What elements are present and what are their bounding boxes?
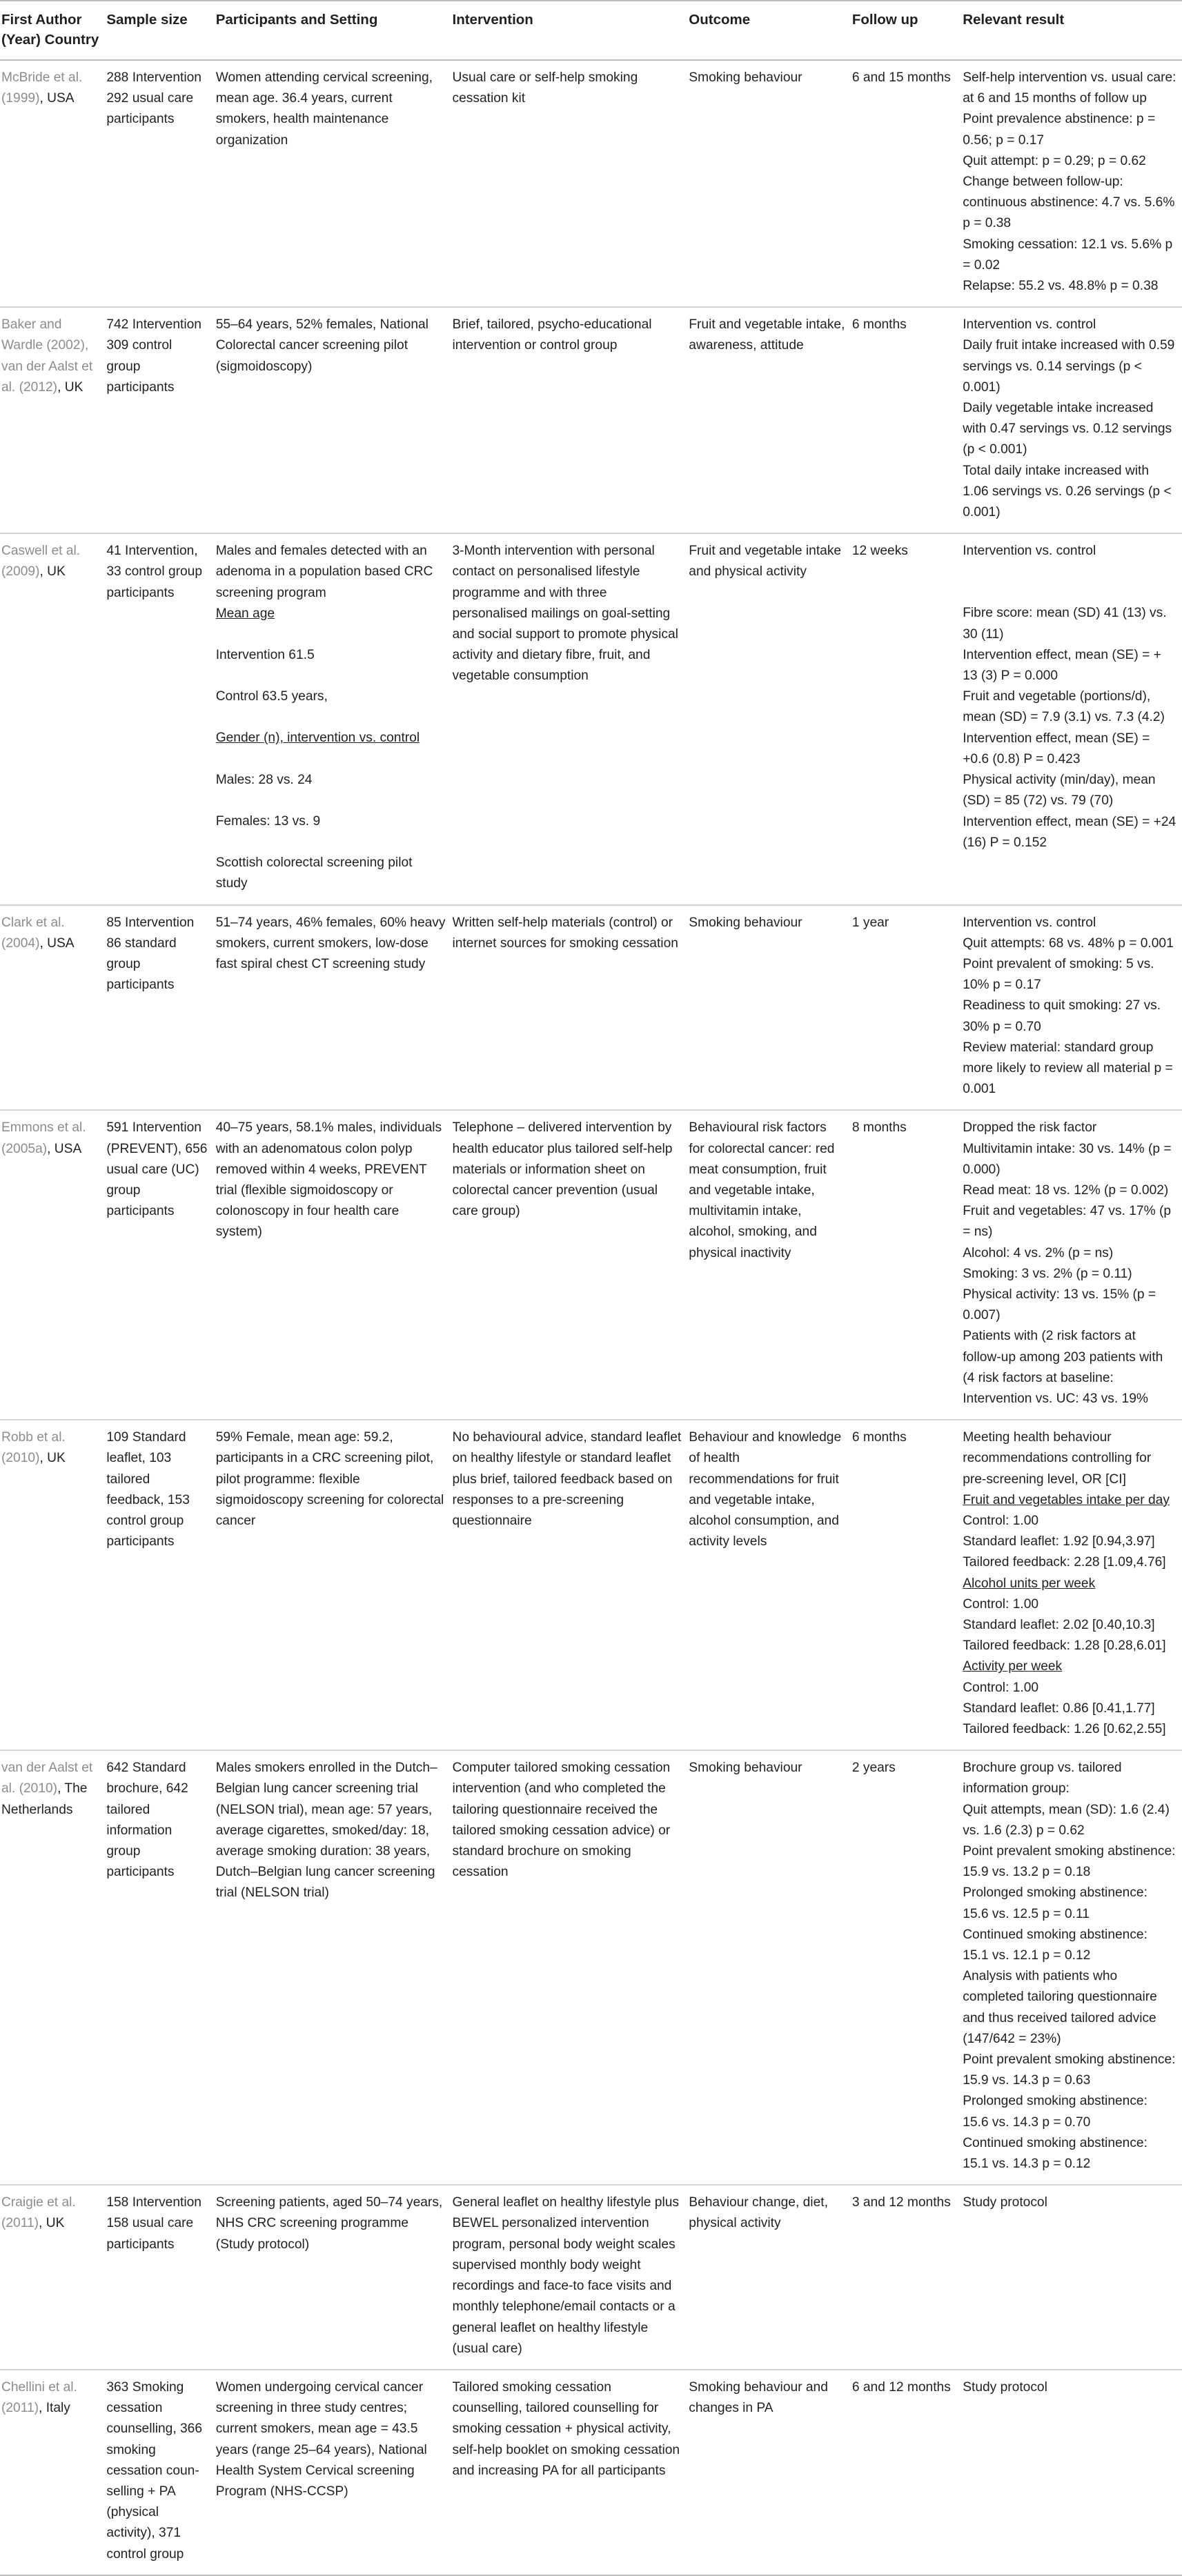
result-line: Brochure group vs. tailored information group: [963,1761,1122,1796]
result-line: Fruit and vegetables: 47 vs. 17% (p = ns) [963,1204,1172,1240]
author-citation: Chellini et al. (2011) [1,2379,77,2416]
sample-size-cell: 288 Intervention 292 usual care participants [105,60,214,307]
intervention-cell: 3-Month intervention with personal contact on personalised lifestyle programme and with three personalised mailings on goal-setting and social support to promote physical activity and dietary fibre, fruit, and vegetable consumption [451,533,688,904]
participants-cell [215,905,451,1111]
participants-line: Gender (n), intervention vs. control [215,731,420,746]
follow-up-cell: 3 and 12 months [851,2185,961,2370]
author-country-cell [0,2185,105,2370]
result-line: Control: 1.00 [963,1680,1039,1695]
sample-size-cell: 742 Intervention 309 control group participants [105,307,214,533]
table-row [0,1750,1182,2185]
outcome-cell: Fruit and vegetable intake and physical activity [687,533,851,904]
table-row [0,533,1182,904]
table-header [0,1,1182,60]
table-row [0,905,1182,1111]
participants-line: 40–75 years, 58.1% males, individuals with an adenomatous colon polyp removed within 4 weeks, PREVENT trial (flexible sigmoidoscopy or colonoscopy in four health care system) [215,1120,442,1240]
author-citation: van der Aalst et al. (2010) [1,1761,93,1796]
result-line: Control: 1.00 [963,1513,1039,1528]
result-line: Standard leaflet: 1.92 [0.94,3.97] [963,1534,1155,1549]
follow-up-cell: 12 weeks [851,533,961,904]
header-follow-up: Follow up [851,1,961,60]
result-line: Point prevalence abstinence: p = 0.56; p = 0.17 [963,112,1156,148]
result-line: Point prevalent of smoking: 5 vs. 10% p = 0.17 [963,956,1154,993]
result-line: Standard leaflet: 0.86 [0.41,1.77] [963,1701,1155,1716]
participants-line: 51–74 years, 46% females, 60% heavy smokers, current smokers, low-dose fast spiral chest CT screening study [215,915,446,971]
intervention-cell: Usual care or self-help smoking cessation kit [451,60,688,307]
spacer [963,582,1176,603]
intervention-cell: No behavioural advice, standard leaflet on healthy lifestyle or standard leaflet plus brief, tailored feedback based on responses to a pre-screening questionnaire [451,1420,688,1750]
result-line: Tailored feedback: 1.26 [0.62,2.55] [963,1722,1166,1737]
relevant-result-cell [961,1110,1182,1420]
spacer [216,749,446,770]
participants-line: Mean age [215,606,275,621]
sample-size-cell: 642 Standard brochure, 642 tailored information group participants [105,1750,214,2185]
country-text: , USA [39,91,75,106]
result-line: Quit attempt: p = 0.29; p = 0.62 [963,153,1146,168]
author-citation: Robb et al. (2010) [1,1430,66,1466]
result-line: Continued smoking abstinence: 15.1 vs. 12.1 p = 0.12 [963,1927,1147,1963]
participants-line: Control 63.5 years, [215,689,328,704]
country-text: , USA [39,935,75,951]
outcome-cell: Behaviour and knowledge of health recommendations for fruit and vegetable intake, alcohol consumption, and activity levels [687,1420,851,1750]
header-participants: Participants and Setting [215,1,451,60]
result-line: Multivitamin intake: 30 vs. 14% (p = 0.000) [963,1141,1172,1177]
result-line: Prolonged smoking abstinence: 15.6 vs. 12.5 p = 0.11 [963,1885,1147,1921]
intervention-cell: Tailored smoking cessation counselling, tailored counselling for smoking cessation + physical activity, self-help booklet on smoking cessation and increasing PA for all participants [451,2370,688,2575]
result-line: Smoking cessation: 12.1 vs. 5.6% p = 0.02 [963,237,1173,273]
country-text: , UK [39,2216,65,2231]
spacer [216,707,446,728]
sample-size-cell: 85 Intervention 86 standard group participants [105,905,214,1111]
outcome-cell: Smoking behaviour [687,60,851,307]
result-line: Intervention vs. control [963,915,1096,930]
participants-line: Women undergoing cervical cancer screening in three study centres; current smokers, mean age = 43.5 years (range 25–64 years), National Health System Cervical screening Program (NHS-CCSP) [215,2379,427,2499]
result-line: Total daily intake increased with 1.06 servings vs. 0.26 servings (p < 0.001) [963,463,1172,520]
result-line: Change between follow-up: continuous abstinence: 4.7 vs. 5.6% p = 0.38 [963,175,1175,231]
header-outcome: Outcome [687,1,851,60]
participants-cell [215,1420,451,1750]
table-row [0,1420,1182,1750]
table-row [0,60,1182,307]
header-author-country: First Author (Year) Country [0,1,105,60]
relevant-result-cell [961,2185,1182,2370]
result-line: Daily fruit intake increased with 0.59 servings vs. 0.14 servings (p < 0.001) [963,338,1175,395]
participants-cell [215,533,451,904]
intervention-cell: General leaflet on healthy lifestyle plus BEWEL personalized intervention program, personal body weight scales supervised monthly body weight recordings and face-to face visits and monthly telephone/email contacts or a general leaflet on healthy lifestyle (usual care) [451,2185,688,2370]
outcome-cell: Smoking behaviour [687,905,851,1111]
intervention-cell: Telephone – delivered intervention by health educator plus tailored self-help materials or information sheet on colorectal cancer prevention (usual care group) [451,1110,688,1420]
result-line: Study protocol [963,2379,1047,2395]
author-country-cell [0,60,105,307]
author-citation: Emmons et al. (2005a) [1,1120,86,1156]
result-line: Continued smoking abstinence: 15.1 vs. 14.3 p = 0.12 [963,2135,1147,2172]
follow-up-cell: 6 months [851,1420,961,1750]
header-intervention: Intervention [451,1,688,60]
result-line: Analysis with patients who completed tailoring questionnaire and thus received tailored advice (147/642 = 23%) [963,1969,1157,2046]
result-line: Intervention vs. control [963,317,1096,333]
sample-size-cell: 591 Intervention (PREVENT), 656 usual care (UC) group participants [105,1110,214,1420]
author-country-cell [0,1750,105,2185]
intervention-cell: Written self-help materials (control) or internet sources for smoking cessation [451,905,688,1111]
author-country-cell [0,533,105,904]
participants-cell [215,2185,451,2370]
result-line: Activity per week [963,1659,1063,1674]
result-line: Intervention effect, mean (SE) = +0.6 (0.8) P = 0.423 [963,731,1150,766]
relevant-result-cell [961,533,1182,904]
sample-size-cell: 158 Intervention 158 usual care participants [105,2185,214,2370]
country-text: , USA [47,1141,82,1156]
country-text: , The Netherlands [1,1781,88,1817]
relevant-result-cell [961,307,1182,533]
spacer [216,832,446,853]
author-citation: Baker and Wardle (2002), van der Aalst et al. (2012) [1,317,93,395]
participants-line: Males smokers enrolled in the Dutch–Belgian lung cancer screening trial (NELSON trial), mean age: 57 years, average cigarettes, smoked/day: 18, average smoking duration: 38 years, Dutch–Belgian lung cancer screening trial (NELSON trial) [215,1761,437,1901]
outcome-cell: Behavioural risk factors for colorectal cancer: red meat consumption, fruit and vegetable intake, multivitamin intake, alcohol, smoking, and physical inactivity [687,1110,851,1420]
result-line: Tailored feedback: 1.28 [0.28,6.01] [963,1638,1166,1654]
follow-up-cell: 6 months [851,307,961,533]
result-line: Read meat: 18 vs. 12% (p = 0.002) [963,1182,1169,1198]
intervention-cell: Brief, tailored, psycho-educational intervention or control group [451,307,688,533]
header-relevant-result: Relevant result [961,1,1182,60]
author-country-cell [0,1110,105,1420]
result-line: Intervention effect, mean (SE) = + 13 (3) P = 0.000 [963,647,1161,684]
follow-up-cell: 6 and 15 months [851,60,961,307]
author-citation: Clark et al. (2004) [1,915,65,951]
follow-up-cell: 1 year [851,905,961,1111]
spacer [216,791,446,811]
table-row [0,1110,1182,1420]
participants-line: Males: 28 vs. 24 [215,772,313,787]
sample-size-cell: 363 Smoking cessation counselling, 366 smoking cessation coun-selling + PA (physical activity), 371 control group [105,2370,214,2575]
result-line: Physical activity: 13 vs. 15% (p = 0.007) [963,1287,1156,1323]
sample-size-cell: 109 Standard leaflet, 103 tailored feedback, 153 control group participants [105,1420,214,1750]
result-line: Fibre score: mean (SD) 41 (13) vs. 30 (11) [963,606,1167,642]
participants-line: 55–64 years, 52% females, National Colorectal cancer screening pilot (sigmoidoscopy) [215,317,429,374]
country-text: , UK [39,564,66,579]
result-line: Alcohol units per week [963,1576,1096,1591]
result-line: Control: 1.00 [963,1596,1039,1612]
result-line: Fruit and vegetable (portions/d), mean (SD) = 7.9 (3.1) vs. 7.3 (4.2) [963,689,1165,725]
result-line: Readiness to quit smoking: 27 vs. 30% p = 0.70 [963,998,1161,1034]
outcome-cell: Fruit and vegetable intake, awareness, attitude [687,307,851,533]
result-line: Alcohol: 4 vs. 2% (p = ns) [963,1245,1114,1260]
participants-cell [215,1750,451,2185]
result-line: Daily vegetable intake increased with 0.47 servings vs. 0.12 servings (p < 0.001) [963,401,1172,457]
country-text: , Italy [39,2401,70,2416]
result-line: Dropped the risk factor [963,1120,1097,1136]
relevant-result-cell [961,1750,1182,2185]
participants-line: Women attending cervical screening, mean age. 36.4 years, current smokers, health maintenance organization [215,70,433,148]
result-line: Study protocol [963,2195,1047,2210]
author-country-cell [0,307,105,533]
header-row [0,1,1182,60]
author-citation: Craigie et al. (2011) [1,2195,76,2231]
outcome-cell: Smoking behaviour and changes in PA [687,2370,851,2575]
result-line: Patients with (2 risk factors at follow-up among 203 patients with (4 risk factors at baseline: Intervention vs. UC: 43 vs. 19% [963,1329,1163,1406]
result-line: Smoking: 3 vs. 2% (p = 0.11) [963,1266,1132,1281]
participants-line: Females: 13 vs. 9 [215,813,321,829]
participants-line: Males and females detected with an adenoma in a population based CRC screening program [215,544,433,600]
result-line: Meeting health behaviour recommendations controlling for pre-screening level, OR [CI] [963,1430,1152,1487]
relevant-result-cell [961,1420,1182,1750]
participants-line: Intervention 61.5 [215,648,315,663]
spacer [216,666,446,686]
result-line: Fruit and vegetables intake per day [963,1492,1170,1507]
spacer [963,562,1176,582]
relevant-result-cell [961,905,1182,1111]
author-country-cell [0,905,105,1111]
result-line: Review material: standard group more likely to review all material p = 0.001 [963,1040,1173,1097]
author-country-cell [0,1420,105,1750]
result-line: Quit attempts, mean (SD): 1.6 (2.4) vs. 1.6 (2.3) p = 0.62 [963,1802,1170,1838]
result-line: Intervention effect, mean (SE) = +24 (16) P = 0.152 [963,814,1176,850]
result-line: Physical activity (min/day), mean (SD) = 85 (72) vs. 79 (70) [963,773,1156,809]
country-text: , UK [57,379,83,395]
country-text: , UK [39,1451,66,1466]
outcome-cell: Smoking behaviour [687,1750,851,2185]
result-line: Intervention vs. control [963,544,1096,559]
participants-line: Scottish colorectal screening pilot study [215,855,413,891]
participants-cell [215,307,451,533]
result-line: Standard leaflet: 2.02 [0.40,10.3] [963,1618,1155,1632]
header-sample-size: Sample size [105,1,214,60]
result-line: Prolonged smoking abstinence: 15.6 vs. 14.3 p = 0.70 [963,2094,1147,2130]
result-line: Quit attempts: 68 vs. 48% p = 0.001 [963,935,1174,951]
relevant-result-cell [961,60,1182,307]
participants-cell [215,2370,451,2575]
participants-line: Screening patients, aged 50–74 years, NHS CRC screening programme (Study protocol) [215,2195,443,2252]
author-citation: Caswell et al. (2009) [1,544,81,579]
sample-size-cell: 41 Intervention, 33 control group participants [105,533,214,904]
follow-up-cell: 6 and 12 months [851,2370,961,2575]
outcome-cell: Behaviour change, diet, physical activity [687,2185,851,2370]
participants-cell [215,1110,451,1420]
follow-up-cell: 8 months [851,1110,961,1420]
participants-cell [215,60,451,307]
follow-up-cell: 2 years [851,1750,961,2185]
participants-line: 59% Female, mean age: 59.2, participants in a CRC screening pilot, pilot programme: flexible sigmoidoscopy screening for colorectal cancer [215,1430,444,1528]
result-line: Tailored feedback: 2.28 [1.09,4.76] [963,1555,1166,1570]
relevant-result-cell [961,2370,1182,2575]
author-citation: McBride et al. (1999) [1,70,83,106]
result-line: Relapse: 55.2 vs. 48.8% p = 0.38 [963,279,1159,294]
table-body [0,60,1182,2575]
intervention-cell: Computer tailored smoking cessation intervention (and who completed the tailoring questionnaire received the tailored smoking cessation advice) or standard brochure on smoking cessation [451,1750,688,2185]
spacer [216,624,446,645]
author-country-cell [0,2370,105,2575]
table-row [0,2370,1182,2575]
result-line: Self-help intervention vs. usual care: at 6 and 15 months of follow up [963,70,1176,106]
result-line: Point prevalent smoking abstinence: 15.9 vs. 13.2 p = 0.18 [963,1844,1176,1880]
table-row [0,307,1182,533]
result-line: Point prevalent smoking abstinence: 15.9 vs. 14.3 p = 0.63 [963,2052,1176,2088]
table-row [0,2185,1182,2370]
